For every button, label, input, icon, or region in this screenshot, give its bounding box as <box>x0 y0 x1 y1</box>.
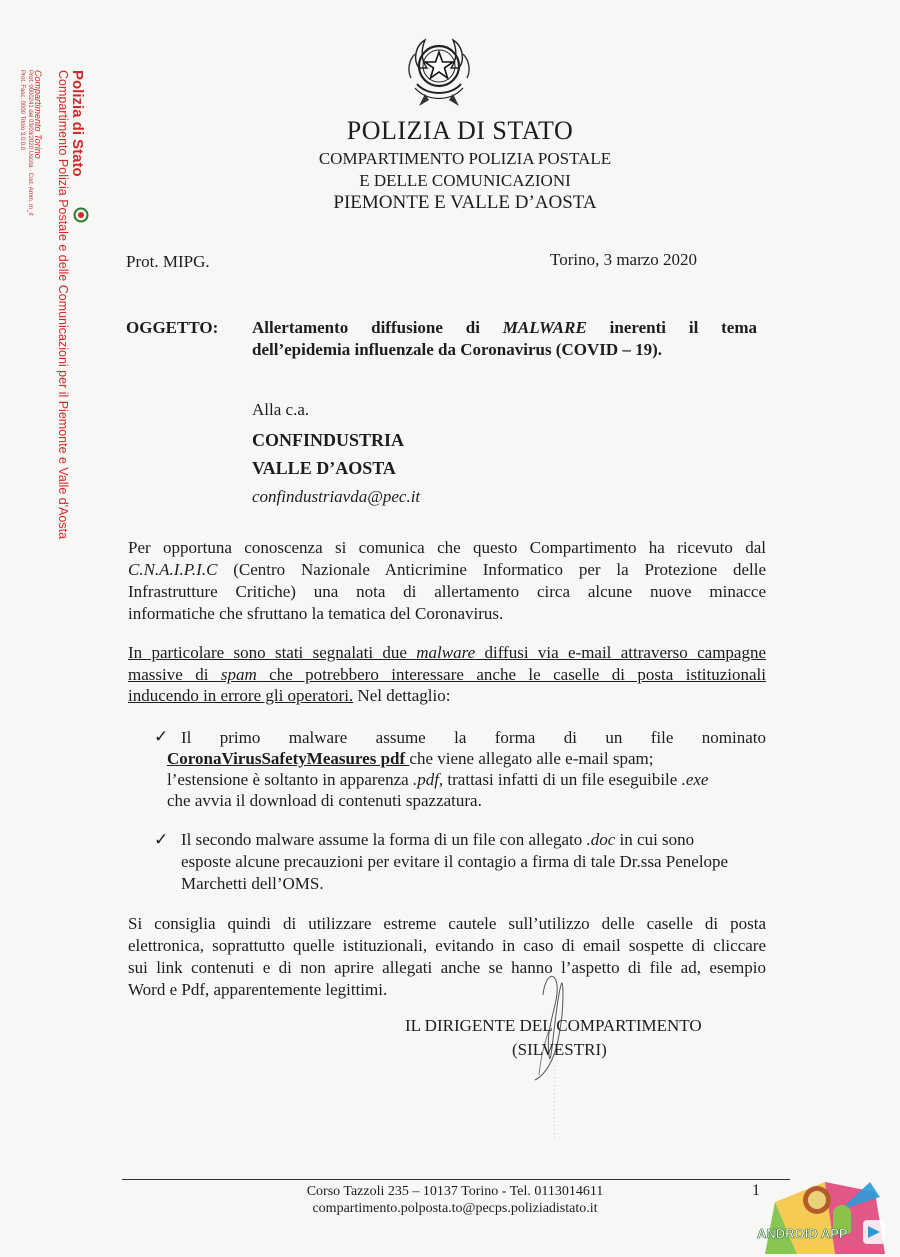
footer-divider <box>122 1179 790 1180</box>
para3-line-1: Si consiglia quindi di utilizzare estreme cautele sull’utilizzo delle caselle di posta <box>128 914 766 933</box>
para2-malware: malware <box>416 643 476 662</box>
letter-date: Torino, 3 marzo 2020 <box>550 250 698 269</box>
subject-line-1 <box>252 318 757 338</box>
checkmark-icon: ✓ <box>154 727 169 746</box>
bullet1-line-1: Il primo malware assume la forma di un file nominato <box>181 728 766 747</box>
para3-line-3: sui link contenuti e di non aprire allegati anche se hanno l’aspetto di file ad, esempio <box>128 958 766 977</box>
para1-line-2-text: (Centro Nazionale Anticrimine Informatico per la Protezione delle <box>217 560 766 579</box>
recipient-attn: Alla c.a. <box>252 400 310 419</box>
doc-extension: .doc <box>586 830 616 849</box>
para2-line-1-end: diffusi via e-mail attraverso campagne <box>475 643 767 662</box>
malware-filename: CoronaVirusSafetyMeasures pdf <box>167 749 410 768</box>
subject-malware: MALWARE <box>502 318 587 337</box>
italian-republic-emblem-icon <box>405 30 473 112</box>
bullet2-line-1-end: in cui sono <box>615 830 695 849</box>
bullet1-line-3-text: l’estensione è soltanto in apparenza <box>167 770 413 789</box>
para1-line-1: Per opportuna conoscenza si comunica che questo Compartimento ha ricevuto dal <box>128 538 766 557</box>
watermark-text: ANDROID APP <box>757 1226 848 1241</box>
signatory-name: (SILVESTRI) <box>512 1040 607 1059</box>
bullet2-line-2: esposte alcune precauzioni per evitare il contagio a firma di tale Dr.ssa Penelope <box>181 852 729 871</box>
para2-line-3-end: Nel dettaglio: <box>353 686 451 705</box>
bullet1-line-3-mid: trattasi infatti di un file eseguibile <box>443 770 682 789</box>
para2-line-2-end: che potrebbero interessare anche le caselle di posta istituzionali <box>256 665 766 684</box>
subject-label: OGGETTO: <box>126 318 219 337</box>
stamp-protocol: Prot: 0000241 del 03/03/2020 Uscita · Cod. Amm. m_it <box>27 70 33 216</box>
para3-line-4: Word e Pdf, apparentemente legittimi. <box>128 980 388 999</box>
footer-address: Corso Tazzoli 235 – 10137 Torino - Tel. 0113014611 <box>306 1184 604 1199</box>
stamp-office: Compartimento Torino <box>33 70 43 159</box>
stamp-title: Polizia di Stato <box>69 70 86 177</box>
header-title: POLIZIA DI STATO <box>346 116 574 145</box>
signatory-role: IL DIRIGENTE DEL COMPARTIMENTO <box>405 1016 702 1035</box>
page-number: 1 <box>752 1182 760 1199</box>
stamp-file: Prot. Fasc. 0000 Titolo 3.0.0.0 <box>19 70 25 151</box>
recipient-name-2: VALLE D’AOSTA <box>252 458 396 478</box>
para2-line-3-underlined: inducendo in errore gli operatori. <box>128 686 354 705</box>
exe-extension: .exe <box>681 770 709 789</box>
bullet2-line-1 <box>181 830 694 850</box>
bullet1-line-2 <box>167 749 653 769</box>
recipient-name-1: CONFINDUSTRIA <box>252 430 405 450</box>
bullet1-line-2-text: che viene allegato alle e-mail spam; <box>409 749 654 768</box>
bullet2-line-3: Marchetti dell’OMS. <box>181 874 324 893</box>
para2-spam: spam <box>220 665 257 684</box>
subject-text: Allertamento diffusione di <box>252 318 503 337</box>
checkmark-icon: ✓ <box>154 830 169 849</box>
para3-line-2: elettronica, soprattutto quelle istituzionali, evitando in caso di email sospette di cliccare <box>128 936 766 955</box>
cnaipic-acronym: C.N.A.I.P.I.C <box>128 560 218 579</box>
para1-line-3: Infrastrutture Critiche) una nota di allertamento circa alcune nuove minacce <box>128 582 766 601</box>
header-line-3: E DELLE COMUNICAZIONI <box>359 171 571 190</box>
pdf-extension: .pdf, <box>412 770 444 789</box>
bullet2-line-1-text: Il secondo malware assume la forma di un file con allegato <box>181 830 587 849</box>
protocol-number: Prot. MIPG. <box>126 252 210 271</box>
para2-line-2-text: massive di <box>128 665 221 684</box>
para2-line-1-text: In particolare sono stati segnalati due <box>128 643 417 662</box>
subject-text-end: inerenti il tema <box>586 318 757 337</box>
para2-line-2 <box>128 665 766 685</box>
header-line-2: COMPARTIMENTO POLIZIA POSTALE <box>318 149 612 168</box>
footer-email: compartimento.polposta.to@pecps.poliziadistato.it <box>312 1201 598 1216</box>
header-line-4: PIEMONTE E VALLE D’AOSTA <box>333 192 597 213</box>
subject-line-2: dell’epidemia influenzale da Coronavirus (COVID – 19). <box>252 340 663 359</box>
para1-line-2 <box>128 560 766 580</box>
para1-line-4: informatiche che sfruttano la tematica del Coronavirus. <box>128 604 504 623</box>
para2-line-1 <box>128 643 766 663</box>
para2-line-3 <box>128 686 766 706</box>
bullet1-line-3 <box>167 770 708 790</box>
recipient-email: confindustriavda@pec.it <box>252 487 421 506</box>
stamp-department: Compartimento Polizia Postale e delle Comunicazioni per il Piemonte e Valle d'Aosta <box>56 70 70 540</box>
android-app-watermark-logo <box>735 1162 895 1254</box>
bullet1-line-4: che avvia il download di contenuti spazzatura. <box>167 791 482 810</box>
